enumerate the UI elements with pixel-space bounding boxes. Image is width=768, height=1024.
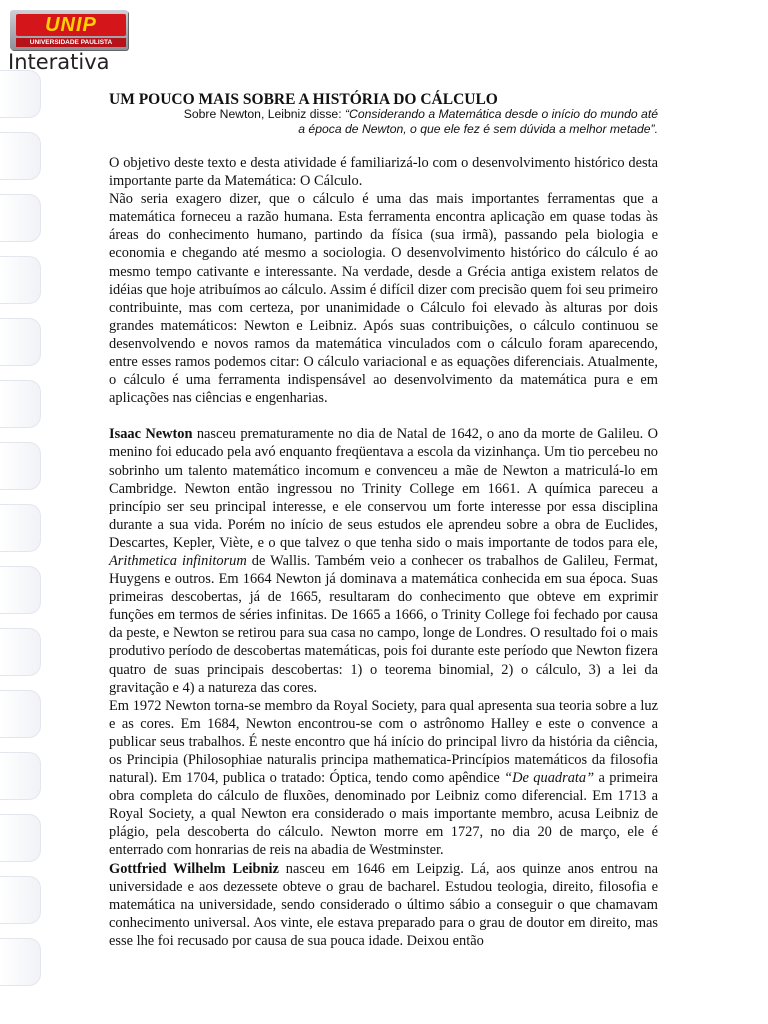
- side-tab: [0, 876, 41, 924]
- epigraph-lead: Sobre Newton, Leibniz disse:: [183, 107, 345, 121]
- side-tab: [0, 814, 41, 862]
- intro-paragraph: O objetivo deste texto e desta atividade é familiarizá-lo com o desenvolvimento histórico desta importante parte da Matemática: O Cálculo.: [109, 155, 658, 190]
- side-tab: [0, 132, 41, 180]
- epigraph: [180, 107, 658, 137]
- side-tab: [0, 256, 41, 304]
- logo-word: UNIP: [45, 14, 97, 36]
- side-tab: [0, 566, 41, 614]
- logo-red-band: [16, 14, 126, 36]
- logo-subtitle: UNIVERSIDADE PAULISTA: [16, 38, 126, 47]
- side-tab: [0, 690, 41, 738]
- side-tab: [0, 504, 41, 552]
- leibniz-paragraph: [109, 860, 658, 950]
- unip-interativa-logo: [8, 8, 138, 72]
- logo-brand-text: Interativa: [8, 50, 110, 74]
- calculus-paragraph: Não seria exagero dizer, que o cálculo é uma das mais importantes ferramentas que a matemática forneceu a razão humana. Esta ferramenta encontra aplicação em quase todas às áreas do conhecimento humano, partindo da física (sua irmã), passando pela biologia e economia e chegando até mesmo a sociologia. O desenvolvimento histórico do cálculo é ao mesmo tempo cativante e interessante. Na verdade, desde a Grécia antiga existem relatos de idéias que hoje atribuímos ao cálculo. Assim é difícil dizer com precisão quem foi seu primeiro contribuinte, mas com certeza, por unanimidade o Cálculo foi elevado às alturas por dois grandes matemáticos: Newton e Leibniz. Após suas contribuições, o cálculo continuou se desenvolvendo e novos ramos da matemática vinculados com o cálculo foram aparecendo, entre esses ramos podemos citar: O cálculo variacional e as equações diferenciais. Atualmente, o cálculo é uma ferramenta indispensável ao desenvolvimento da matemática pura e em aplicações nas ciências e engenharias.: [109, 191, 658, 407]
- document-title: UM POUCO MAIS SOBRE A HISTÓRIA DO CÁLCULO: [109, 91, 498, 108]
- leibniz-name: Gottfried Wilhelm Leibniz: [109, 860, 279, 877]
- newton-text-b: de Wallis. Também veio a conhecer os trabalhos de Galileu, Fermat, Huygens e outros. Em 1664 Newton já dominava a matemática conhecida em sua época. Suas primeiras descobertas, já de 1665, resultaram do conhecimento que obteve em exprimir funções em termos de séries infinitas. De 1665 a 1666, o Trinity College foi fechado por causa da peste, e Newton se retirou para sua casa no campo, longe de Londres. O resultado foi o mais produtivo período de descobertas matemáticas, pois foi durante este período que Newton fizera quatro de suas principais descobertas: 1) o teorema binomial, 2) o cálculo, 3) a lei da gravitação e 4) a natureza das cores.: [109, 552, 658, 696]
- newton2-text-b: a primeira obra completa do cálculo de fluxões, denominado por Leibniz como diferencial. Em 1713 a Royal Society, a qual Newton era considerado o mais importante membro, acusa Leibniz de plágio, pela descoberta do cálculo. Newton morre em 1727, no dia 20 de março, ele é enterrado com honrarias de reis na abadia de Westminster.: [109, 770, 659, 859]
- paragraph-gap: [109, 407, 658, 425]
- logo-badge: [10, 10, 128, 50]
- document-body: [109, 154, 658, 950]
- leibniz-text: nasceu em 1646 em Leipzig. Lá, aos quinze anos entrou na universidade e aos dezessete obteve o grau de bacharel. Estudou teologia, direito, filosofia e matemática na universidade, sendo considerado o último sábio a conseguir o que chamavam conhecimento universal. Aos vinte, ele estava preparado para o grau de doutor em direito, mas esse lhe foi recusado por causa de sua pouca idade. Deixou então: [109, 860, 659, 949]
- side-tab: [0, 752, 41, 800]
- side-tab: [0, 70, 41, 118]
- side-tab: [0, 194, 41, 242]
- newton-name: Isaac Newton: [109, 426, 193, 443]
- side-tab: [0, 380, 41, 428]
- side-tab: [0, 938, 41, 986]
- newton-book-title: Arithmetica infinitorum: [109, 552, 247, 569]
- side-tab: [0, 442, 41, 490]
- side-tab-strip: [0, 70, 44, 1024]
- de-quadrata-title: “De quadrata”: [504, 770, 595, 787]
- epigraph-quote: “Considerando a Matemática desde o início do mundo até a época de Newton, o que ele fez é sem dúvida a melhor metade”.: [298, 107, 658, 136]
- newton-text-a: nasceu prematuramente no dia de Natal de 1642, o ano da morte de Galileu. O menino foi educado pela avó enquanto freqüentava a escola da vizinhança. Um tio percebeu no sobrinho um talento matemático incomum e convenceu a mãe de Newton a matriculá-lo em Cambridge. Newton então ingressou no Trinity College em 1661. A química pareceu a princípio ser seu principal interesse, e ele conservou um forte interesse por essa disciplina durante a sua vida. Porém no início de seus estudos ele aprendeu sobre a obra de Euclides, Descartes, Kepler, Viète, e o que talvez o que tenha sido o mais importante de todos para ele,: [109, 426, 658, 551]
- newton-paragraph: [109, 425, 658, 696]
- side-tab: [0, 318, 41, 366]
- newton2-text-a: Em 1972 Newton torna-se membro da Royal Society, para qual apresenta sua teoria sobre a luz e as cores. Em 1684, Newton encontrou-se com o astrônomo Halley e este o convence a publicar seus trabalhos. É neste encontro que há início do principal livro da história da ciência, os Principia (Philosophiae naturalis principa mathematica-Princípios matemáticos da filosofia natural). Em 1704, publica o tratado: Óptica, tendo como apêndice: [109, 697, 658, 787]
- newton-paragraph-2: [109, 697, 658, 860]
- side-tab: [0, 628, 41, 676]
